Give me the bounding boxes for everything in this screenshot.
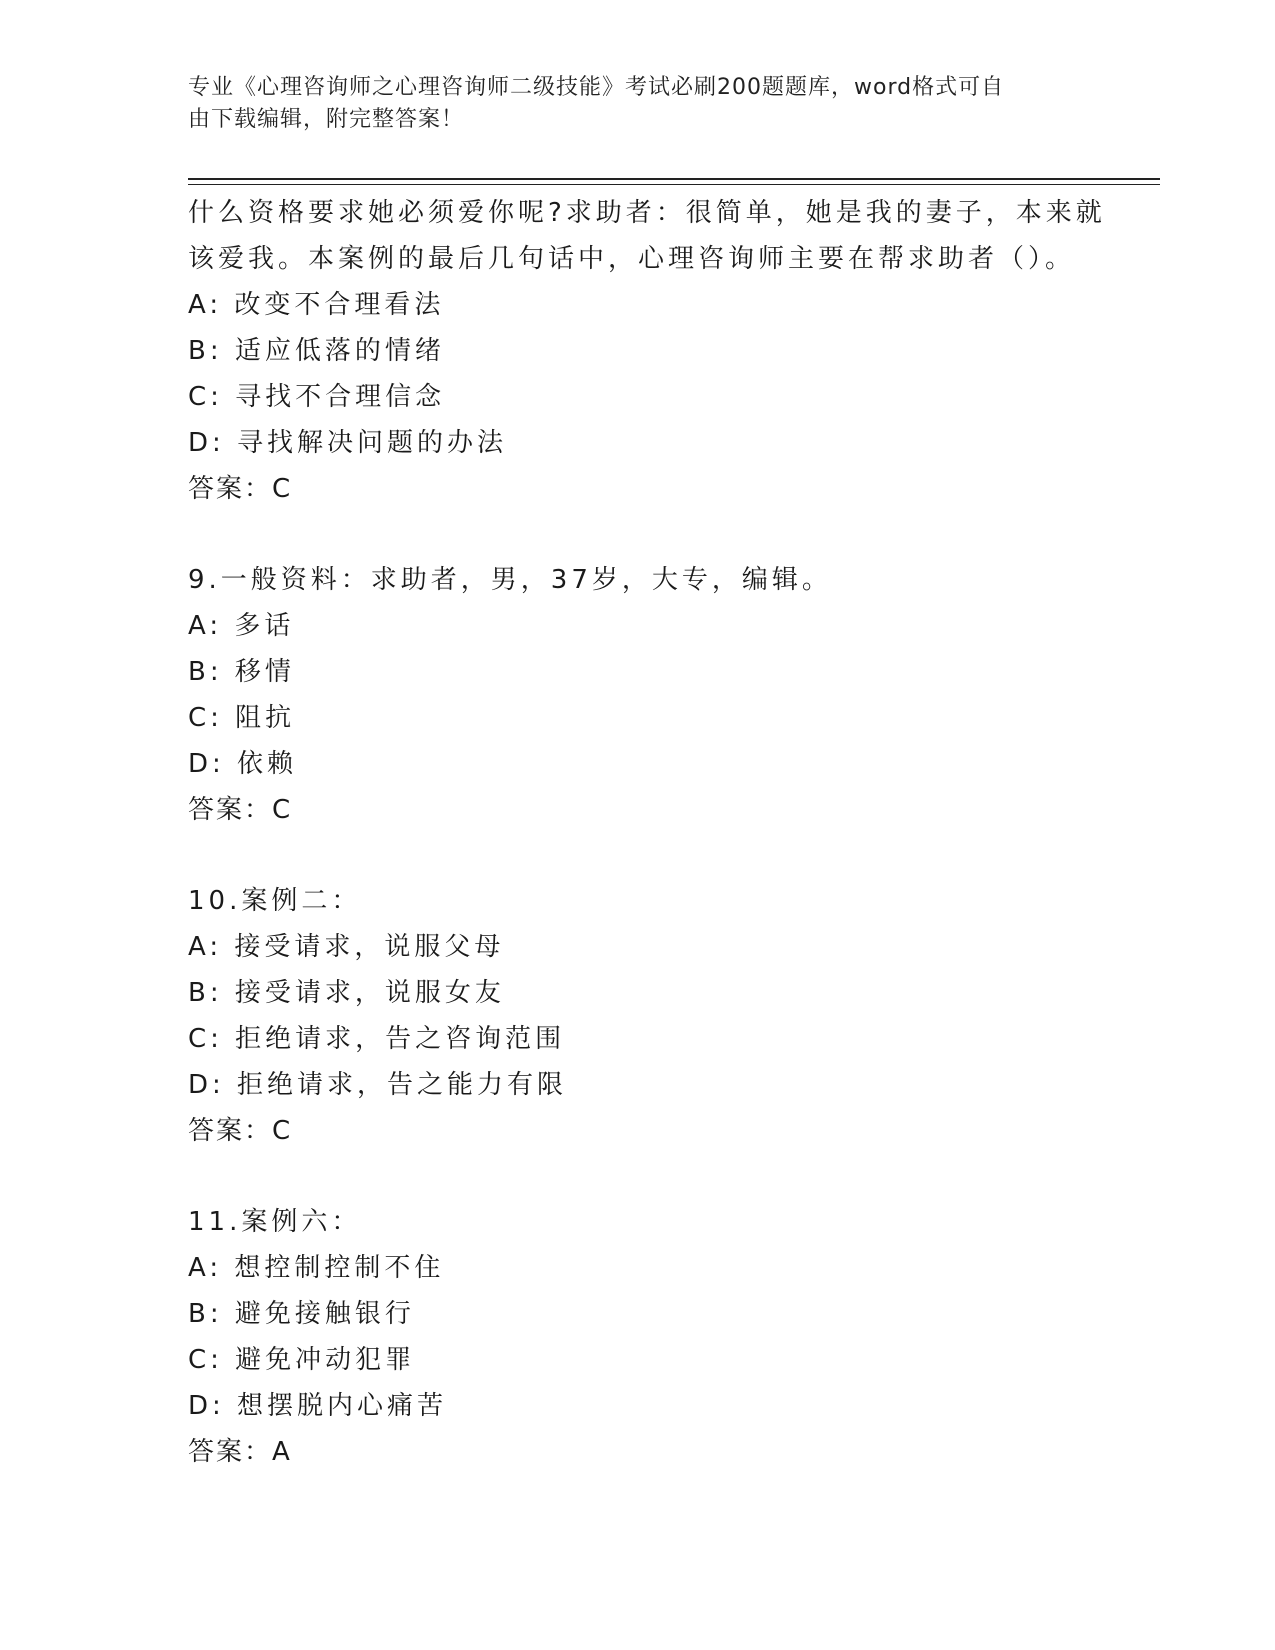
option-c: C: 拒绝请求，告之咨询范围	[188, 1024, 566, 1054]
option-d: D: 拒绝请求，告之能力有限	[188, 1070, 568, 1100]
option-b: B: 接受请求，说服女友	[188, 978, 505, 1008]
document-header	[188, 72, 1088, 136]
option-a: A: 想控制控制不住	[188, 1253, 445, 1283]
header-title-line-2: 由下载编辑，附完整答案！	[188, 107, 465, 132]
question-stem: 11.案例六：	[188, 1207, 362, 1237]
spacer	[188, 512, 1088, 557]
option-a: A: 多话	[188, 611, 295, 641]
question-text: 什么资格要求她必须爱你呢?求助者：很简单，她是我的妻子，本来就	[188, 198, 1106, 228]
header-divider-thin	[188, 184, 1160, 185]
option-b: B: 移情	[188, 657, 295, 687]
question-stem: 9.一般资料：求助者，男，37岁，大专，编辑。	[188, 565, 832, 595]
option-d: D: 依赖	[188, 749, 298, 779]
option-a: A: 改变不合理看法	[188, 290, 445, 320]
question-block-9	[188, 557, 1088, 833]
question-block-11	[188, 1199, 1088, 1475]
question-list	[188, 190, 1106, 1475]
answer-line: 答案：C	[188, 795, 293, 825]
option-d: D: 寻找解决问题的办法	[188, 428, 508, 458]
option-d: D: 想摆脱内心痛苦	[188, 1391, 448, 1421]
answer-line: 答案：C	[188, 1116, 293, 1146]
spacer	[188, 1154, 1088, 1199]
question-stem: 10.案例二：	[188, 886, 362, 916]
question-block-continued	[188, 190, 1106, 512]
option-c: C: 阻抗	[188, 703, 296, 733]
option-b: B: 适应低落的情绪	[188, 336, 445, 366]
question-block-10	[188, 878, 1088, 1154]
answer-line: 答案：C	[188, 474, 293, 504]
option-c: C: 寻找不合理信念	[188, 382, 446, 412]
spacer	[188, 833, 1088, 878]
header-title-line-1: 专业《心理咨询师之心理咨询师二级技能》考试必刷200题题库，word格式可自	[188, 75, 1005, 100]
option-c: C: 避免冲动犯罪	[188, 1345, 416, 1375]
question-text: 该爱我。本案例的最后几句话中，心理咨询师主要在帮求助者（）。	[188, 244, 1076, 274]
option-a: A: 接受请求，说服父母	[188, 932, 505, 962]
header-divider-thick	[188, 178, 1160, 180]
option-b: B: 避免接触银行	[188, 1299, 415, 1329]
answer-line: 答案：A	[188, 1437, 292, 1467]
